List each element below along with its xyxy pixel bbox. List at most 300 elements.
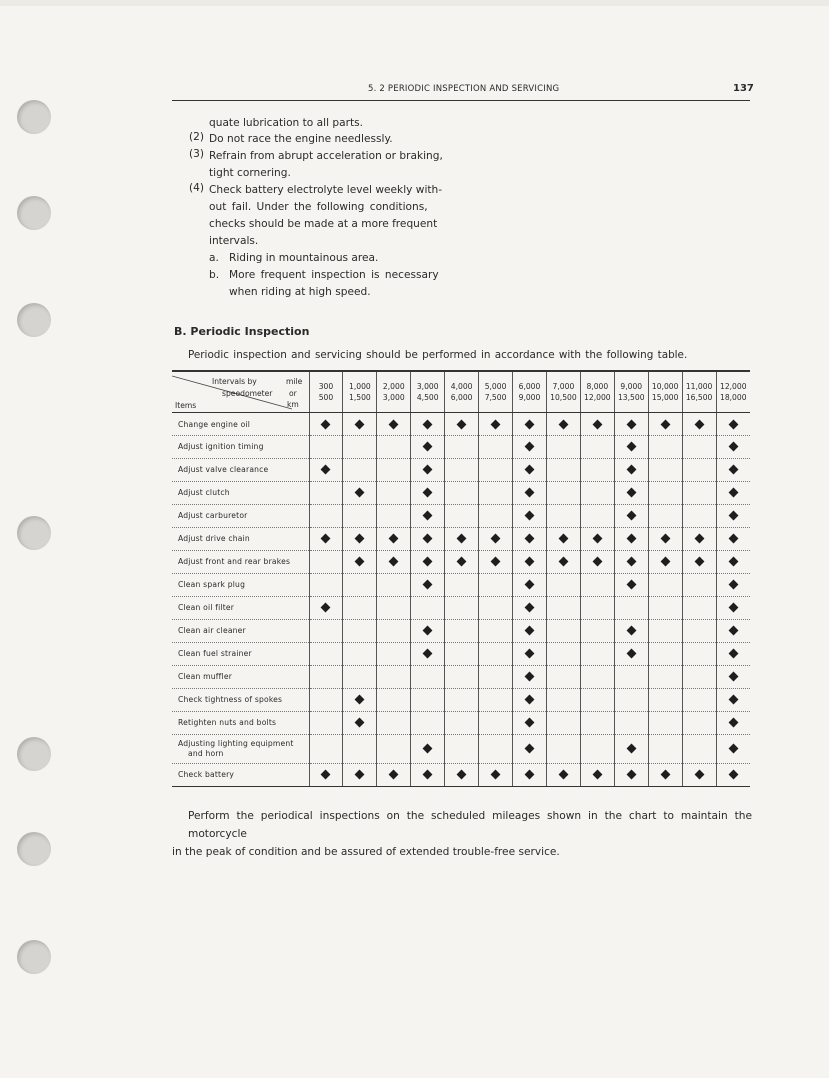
table-row xyxy=(172,413,750,436)
table-row xyxy=(172,689,750,712)
schedule-cell xyxy=(614,689,648,712)
schedule-cell xyxy=(546,764,580,787)
schedule-cell xyxy=(580,643,614,666)
schedule-cell xyxy=(580,735,614,764)
schedule-cell xyxy=(309,764,343,787)
check-diamond-icon xyxy=(728,556,738,566)
schedule-cell xyxy=(513,666,547,689)
schedule-cell xyxy=(682,505,716,528)
schedule-cell xyxy=(716,551,750,574)
schedule-cell xyxy=(546,735,580,764)
schedule-cell xyxy=(648,528,682,551)
interval-km: 3,000 xyxy=(382,393,405,402)
schedule-cell xyxy=(648,459,682,482)
check-diamond-icon xyxy=(660,419,670,429)
continued-line: quate lubrication to all parts. xyxy=(209,117,363,129)
check-diamond-icon xyxy=(389,533,399,543)
check-diamond-icon xyxy=(592,533,602,543)
check-diamond-icon xyxy=(355,717,365,727)
schedule-cell xyxy=(716,666,750,689)
item-name-text: Adjust valve clearance xyxy=(178,465,269,474)
check-diamond-icon xyxy=(525,487,535,497)
schedule-cell xyxy=(682,712,716,735)
schedule-cell xyxy=(309,689,343,712)
schedule-cell xyxy=(513,735,547,764)
schedule-cell xyxy=(445,764,479,787)
table-row xyxy=(172,735,750,764)
schedule-cell xyxy=(546,666,580,689)
check-diamond-icon xyxy=(660,769,670,779)
schedule-cell xyxy=(648,413,682,436)
schedule-cell xyxy=(343,436,377,459)
schedule-cell xyxy=(445,413,479,436)
interval-km: 18,000 xyxy=(719,393,747,402)
check-diamond-icon xyxy=(626,533,636,543)
interval-km: 12,000 xyxy=(584,393,611,402)
schedule-cell xyxy=(411,436,445,459)
schedule-cell xyxy=(513,482,547,505)
check-diamond-icon xyxy=(728,602,738,612)
check-diamond-icon xyxy=(728,769,738,779)
check-diamond-icon xyxy=(423,648,433,658)
binder-hole-1 xyxy=(17,100,51,134)
schedule-cell xyxy=(648,620,682,643)
list-item-text: checks should be made at a more frequent xyxy=(209,218,438,230)
schedule-cell xyxy=(580,528,614,551)
schedule-cell xyxy=(648,551,682,574)
check-diamond-icon xyxy=(525,556,535,566)
check-diamond-icon xyxy=(525,694,535,704)
table-row xyxy=(172,666,750,689)
schedule-cell xyxy=(546,643,580,666)
corner-mile-label: mile xyxy=(286,377,303,386)
inspection-schedule-table xyxy=(172,370,750,787)
schedule-cell xyxy=(580,413,614,436)
schedule-cell xyxy=(343,764,377,787)
schedule-cell xyxy=(682,459,716,482)
schedule-cell xyxy=(513,528,547,551)
interval-mile: 6,000 xyxy=(518,382,541,391)
schedule-cell xyxy=(309,735,343,764)
check-diamond-icon xyxy=(525,769,535,779)
schedule-cell xyxy=(445,505,479,528)
schedule-cell xyxy=(377,459,411,482)
interval-header xyxy=(411,371,445,413)
schedule-cell xyxy=(546,689,580,712)
schedule-cell xyxy=(377,764,411,787)
interval-header xyxy=(343,371,377,413)
check-diamond-icon xyxy=(525,743,535,753)
check-diamond-icon xyxy=(423,441,433,451)
schedule-cell xyxy=(648,574,682,597)
schedule-cell xyxy=(377,666,411,689)
table-row xyxy=(172,459,750,482)
schedule-cell xyxy=(479,597,513,620)
schedule-cell xyxy=(309,459,343,482)
schedule-cell xyxy=(546,482,580,505)
schedule-cell xyxy=(377,735,411,764)
item-name xyxy=(172,764,309,787)
schedule-cell xyxy=(546,574,580,597)
item-name-text: Adjusting lighting equipment xyxy=(178,739,294,748)
check-diamond-icon xyxy=(626,464,636,474)
table-row xyxy=(172,436,750,459)
schedule-cell xyxy=(309,712,343,735)
schedule-cell xyxy=(309,551,343,574)
interval-mile: 4,000 xyxy=(450,382,473,391)
schedule-cell xyxy=(479,764,513,787)
schedule-cell xyxy=(411,666,445,689)
schedule-cell xyxy=(513,764,547,787)
check-diamond-icon xyxy=(457,556,467,566)
table-corner-header xyxy=(172,371,309,413)
schedule-cell xyxy=(716,482,750,505)
schedule-cell xyxy=(682,643,716,666)
item-name-text: Clean oil filter xyxy=(178,603,235,612)
schedule-cell xyxy=(479,482,513,505)
interval-header xyxy=(445,371,479,413)
closing-line-2: in the peak of condition and be assured of extended trouble-free service. xyxy=(172,846,560,858)
list-item-number: (3) xyxy=(189,148,205,160)
schedule-cell xyxy=(479,505,513,528)
schedule-cell xyxy=(580,459,614,482)
schedule-cell xyxy=(343,620,377,643)
check-diamond-icon xyxy=(525,717,535,727)
item-name-text: Clean spark plug xyxy=(178,580,246,589)
schedule-cell xyxy=(411,597,445,620)
schedule-cell xyxy=(682,735,716,764)
schedule-cell xyxy=(411,459,445,482)
schedule-cell xyxy=(716,459,750,482)
list-item-number: (4) xyxy=(189,182,205,194)
binder-hole-3 xyxy=(17,303,51,337)
schedule-cell xyxy=(716,436,750,459)
check-diamond-icon xyxy=(626,743,636,753)
schedule-cell xyxy=(546,551,580,574)
schedule-cell xyxy=(546,505,580,528)
schedule-cell xyxy=(479,666,513,689)
schedule-cell xyxy=(513,413,547,436)
schedule-cell xyxy=(309,528,343,551)
interval-header xyxy=(479,371,513,413)
schedule-cell xyxy=(648,482,682,505)
schedule-cell xyxy=(614,666,648,689)
interval-header xyxy=(614,371,648,413)
interval-km: 4,500 xyxy=(416,393,439,402)
item-name-text: Retighten nuts and bolts xyxy=(178,718,277,727)
check-diamond-icon xyxy=(728,579,738,589)
item-name xyxy=(172,482,309,505)
check-diamond-icon xyxy=(423,579,433,589)
item-name-text: Adjust ignition timing xyxy=(178,442,264,451)
check-diamond-icon xyxy=(660,533,670,543)
check-diamond-icon xyxy=(592,419,602,429)
schedule-cell xyxy=(411,689,445,712)
schedule-cell xyxy=(580,436,614,459)
check-diamond-icon xyxy=(626,441,636,451)
check-diamond-icon xyxy=(389,556,399,566)
check-diamond-icon xyxy=(423,769,433,779)
schedule-cell xyxy=(411,620,445,643)
schedule-cell xyxy=(716,597,750,620)
schedule-cell xyxy=(309,597,343,620)
schedule-cell xyxy=(648,735,682,764)
check-diamond-icon xyxy=(525,579,535,589)
schedule-cell xyxy=(614,528,648,551)
schedule-cell xyxy=(546,413,580,436)
check-diamond-icon xyxy=(355,487,365,497)
schedule-cell xyxy=(343,505,377,528)
schedule-cell xyxy=(445,689,479,712)
check-diamond-icon xyxy=(457,769,467,779)
closing-paragraph xyxy=(172,807,752,861)
check-diamond-icon xyxy=(423,533,433,543)
check-diamond-icon xyxy=(389,419,399,429)
item-name xyxy=(172,597,309,620)
schedule-cell xyxy=(377,413,411,436)
interval-mile: 10,000 xyxy=(651,382,679,391)
schedule-cell xyxy=(513,689,547,712)
schedule-cell xyxy=(580,482,614,505)
item-name-text: Adjust clutch xyxy=(178,488,230,497)
schedule-cell xyxy=(309,482,343,505)
check-diamond-icon xyxy=(626,556,636,566)
schedule-cell xyxy=(716,735,750,764)
list-item-text: Check battery electrolyte level weekly with- xyxy=(209,184,443,196)
schedule-cell xyxy=(479,620,513,643)
check-diamond-icon xyxy=(423,625,433,635)
list-item-text: out fail. Under the following conditions, xyxy=(209,201,428,213)
check-diamond-icon xyxy=(626,487,636,497)
interval-mile: 300 xyxy=(318,382,334,391)
schedule-cell xyxy=(411,735,445,764)
schedule-cell xyxy=(479,689,513,712)
schedule-cell xyxy=(614,597,648,620)
interval-mile: 12,000 xyxy=(719,382,747,391)
schedule-cell xyxy=(411,413,445,436)
interval-km: 13,500 xyxy=(617,393,645,402)
schedule-cell xyxy=(648,689,682,712)
schedule-cell xyxy=(716,413,750,436)
schedule-cell xyxy=(445,597,479,620)
schedule-cell xyxy=(580,666,614,689)
schedule-cell xyxy=(580,764,614,787)
schedule-cell xyxy=(580,551,614,574)
interval-header xyxy=(377,371,411,413)
schedule-cell xyxy=(614,413,648,436)
schedule-cell xyxy=(479,551,513,574)
item-name-text: Check battery xyxy=(178,770,235,779)
schedule-cell xyxy=(343,597,377,620)
check-diamond-icon xyxy=(321,602,331,612)
table-row xyxy=(172,597,750,620)
schedule-cell xyxy=(479,712,513,735)
schedule-cell xyxy=(411,574,445,597)
interval-mile: 7,000 xyxy=(552,382,575,391)
schedule-cell xyxy=(343,459,377,482)
schedule-cell xyxy=(716,574,750,597)
schedule-cell xyxy=(377,620,411,643)
interval-mile: 9,000 xyxy=(620,382,643,391)
table-row xyxy=(172,551,750,574)
schedule-cell xyxy=(445,459,479,482)
check-diamond-icon xyxy=(525,419,535,429)
corner-intervals-label: Intervals by xyxy=(212,377,257,386)
schedule-cell xyxy=(479,574,513,597)
schedule-cell xyxy=(580,505,614,528)
check-diamond-icon xyxy=(423,743,433,753)
check-diamond-icon xyxy=(491,533,501,543)
check-diamond-icon xyxy=(491,769,501,779)
check-diamond-icon xyxy=(321,769,331,779)
interval-km: 9,000 xyxy=(518,393,541,402)
schedule-cell xyxy=(614,436,648,459)
schedule-cell xyxy=(682,528,716,551)
check-diamond-icon xyxy=(626,769,636,779)
schedule-cell xyxy=(309,643,343,666)
schedule-cell xyxy=(648,597,682,620)
schedule-cell xyxy=(513,436,547,459)
schedule-cell xyxy=(445,712,479,735)
check-diamond-icon xyxy=(694,533,704,543)
check-diamond-icon xyxy=(423,556,433,566)
subitem-text: when riding at high speed. xyxy=(229,286,371,298)
schedule-cell xyxy=(377,643,411,666)
schedule-cell xyxy=(309,574,343,597)
list-item-text: tight cornering. xyxy=(209,167,291,179)
check-diamond-icon xyxy=(728,441,738,451)
interval-mile: 11,000 xyxy=(685,382,713,391)
schedule-cell xyxy=(716,643,750,666)
schedule-cell xyxy=(546,459,580,482)
binder-hole-6 xyxy=(17,832,51,866)
binder-hole-7 xyxy=(17,940,51,974)
check-diamond-icon xyxy=(592,556,602,566)
schedule-cell xyxy=(479,735,513,764)
schedule-cell xyxy=(377,482,411,505)
schedule-cell xyxy=(445,643,479,666)
schedule-cell xyxy=(445,666,479,689)
schedule-cell xyxy=(682,413,716,436)
table-header-row xyxy=(172,371,750,413)
check-diamond-icon xyxy=(525,671,535,681)
schedule-cell xyxy=(580,712,614,735)
schedule-cell xyxy=(716,505,750,528)
schedule-cell xyxy=(411,482,445,505)
list-item-number: (2) xyxy=(189,131,205,143)
schedule-cell xyxy=(479,459,513,482)
schedule-cell xyxy=(309,620,343,643)
schedule-cell xyxy=(445,436,479,459)
schedule-cell xyxy=(682,764,716,787)
check-diamond-icon xyxy=(558,556,568,566)
check-diamond-icon xyxy=(728,533,738,543)
check-diamond-icon xyxy=(694,419,704,429)
item-name xyxy=(172,735,309,764)
schedule-cell xyxy=(377,551,411,574)
list-item-text: intervals. xyxy=(209,235,259,247)
schedule-cell xyxy=(614,574,648,597)
schedule-cell xyxy=(716,764,750,787)
item-name-text: Adjust carburetor xyxy=(178,511,248,520)
schedule-cell xyxy=(309,413,343,436)
check-diamond-icon xyxy=(457,419,467,429)
schedule-cell xyxy=(343,413,377,436)
check-diamond-icon xyxy=(694,556,704,566)
schedule-cell xyxy=(411,764,445,787)
check-diamond-icon xyxy=(525,464,535,474)
binder-hole-4 xyxy=(17,516,51,550)
interval-km: 10,500 xyxy=(550,393,577,402)
check-diamond-icon xyxy=(558,419,568,429)
subitem-letter: b. xyxy=(209,269,220,281)
item-name-text: Change engine oil xyxy=(178,420,251,429)
schedule-cell xyxy=(309,666,343,689)
table-row xyxy=(172,712,750,735)
schedule-cell xyxy=(377,574,411,597)
check-diamond-icon xyxy=(321,464,331,474)
subitem-text: More frequent inspection is necessary xyxy=(229,269,439,281)
schedule-cell xyxy=(513,643,547,666)
interval-header xyxy=(648,371,682,413)
schedule-cell xyxy=(546,436,580,459)
check-diamond-icon xyxy=(423,510,433,520)
schedule-cell xyxy=(513,551,547,574)
schedule-cell xyxy=(614,482,648,505)
check-diamond-icon xyxy=(558,533,568,543)
subitem-text: Riding in mountainous area. xyxy=(229,252,379,264)
item-name-text: Clean muffler xyxy=(178,672,233,681)
schedule-cell xyxy=(716,689,750,712)
schedule-cell xyxy=(614,459,648,482)
check-diamond-icon xyxy=(355,769,365,779)
schedule-cell xyxy=(716,528,750,551)
table-row xyxy=(172,620,750,643)
check-diamond-icon xyxy=(525,510,535,520)
list-item-text: Do not race the engine needlessly. xyxy=(209,133,393,145)
schedule-cell xyxy=(513,574,547,597)
item-name-text-line2: and horn xyxy=(188,749,224,758)
check-diamond-icon xyxy=(728,510,738,520)
check-diamond-icon xyxy=(355,556,365,566)
check-diamond-icon xyxy=(626,510,636,520)
check-diamond-icon xyxy=(626,625,636,635)
check-diamond-icon xyxy=(728,743,738,753)
check-diamond-icon xyxy=(355,419,365,429)
schedule-cell xyxy=(513,597,547,620)
schedule-cell xyxy=(614,764,648,787)
schedule-cell xyxy=(411,643,445,666)
item-name-text: Clean fuel strainer xyxy=(178,649,252,658)
table-row xyxy=(172,528,750,551)
check-diamond-icon xyxy=(355,533,365,543)
table-row xyxy=(172,482,750,505)
check-diamond-icon xyxy=(592,769,602,779)
schedule-cell xyxy=(411,551,445,574)
schedule-cell xyxy=(479,528,513,551)
schedule-cell xyxy=(614,551,648,574)
corner-km-label: km xyxy=(287,400,299,409)
schedule-cell xyxy=(682,689,716,712)
check-diamond-icon xyxy=(558,769,568,779)
schedule-cell xyxy=(513,712,547,735)
schedule-cell xyxy=(479,413,513,436)
check-diamond-icon xyxy=(321,419,331,429)
item-name xyxy=(172,528,309,551)
schedule-cell xyxy=(648,666,682,689)
item-name xyxy=(172,620,309,643)
schedule-cell xyxy=(648,764,682,787)
